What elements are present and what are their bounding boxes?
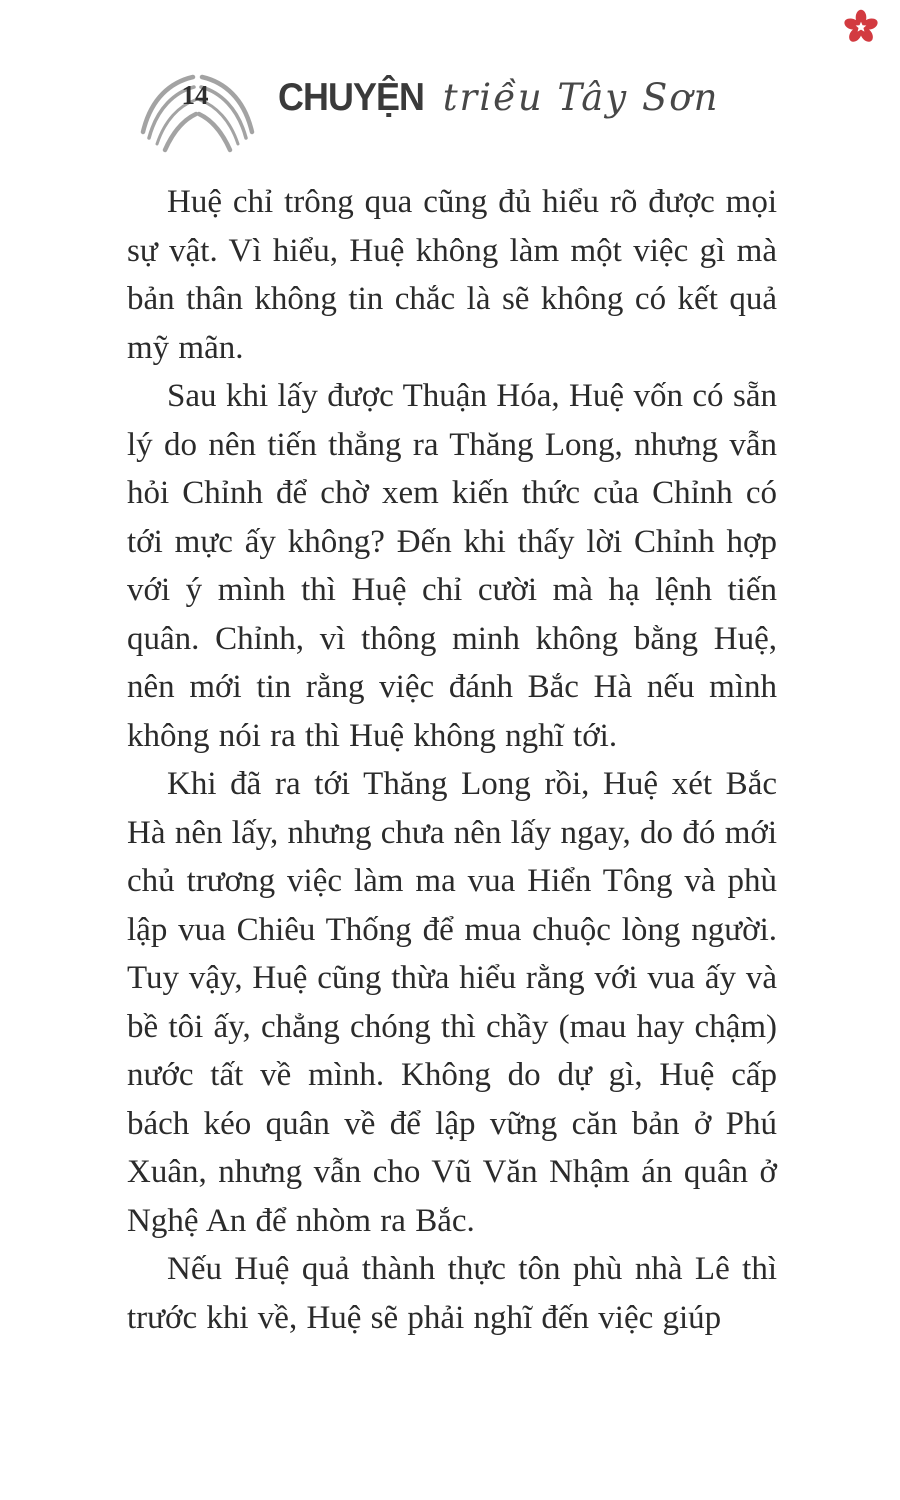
page-body	[127, 178, 777, 1342]
flower-ornament-icon	[842, 8, 880, 46]
running-title-caps: CHUYỆN	[278, 76, 424, 119]
page-header	[130, 68, 800, 163]
paragraph-2: Sau khi lấy được Thuận Hóa, Huệ vốn có sẵn lý do nên tiến thẳng ra Thăng Long, nhưng vẫn hỏi Chỉnh để chờ xem kiến thức của Chỉnh có tới mực ấy không? Đến khi thấy lời Chỉnh hợp với ý mình thì Huệ chỉ cười mà hạ lệnh tiến quân. Chỉnh, vì thông minh không bằng Huệ, nên mới tin rằng việc đánh Bắc Hà nếu mình không nói ra thì Huệ không nghĩ tới.	[127, 378, 777, 754]
paragraph-3: Khi đã ra tới Thăng Long rồi, Huệ xét Bắc Hà nên lấy, nhưng chưa nên lấy ngay, do đó mới chủ trương việc làm ma vua Hiển Tông và phù lập vua Chiêu Thống để mua chuộc lòng người. Tuy vậy, Huệ cũng thừa hiểu rằng với vua ấy và bề tôi ấy, chẳng chóng thì chầy (mau hay chậm) nước tất về mình. Không do dự gì, Huệ cấp bách kéo quân về để lập vững căn bản ở Phú Xuân, nhưng vẫn cho Vũ Văn Nhậm án quân ở Nghệ An để nhòm ra Bắc.	[127, 766, 777, 1239]
running-title	[278, 76, 719, 120]
running-title-script: triều Tây Sơn	[442, 76, 720, 119]
paragraph-1: Huệ chỉ trông qua cũng đủ hiểu rõ được mọi sự vật. Vì hiểu, Huệ không làm một việc gì mà bản thân không tin chắc là sẽ không có kết quả mỹ mãn.	[127, 184, 777, 366]
open-book-icon	[135, 70, 260, 160]
paragraph-4: Nếu Huệ quả thành thực tôn phù nhà Lê thì trước khi về, Huệ sẽ phải nghĩ đến việc giúp	[127, 1251, 777, 1336]
page-number: 14	[181, 80, 209, 110]
